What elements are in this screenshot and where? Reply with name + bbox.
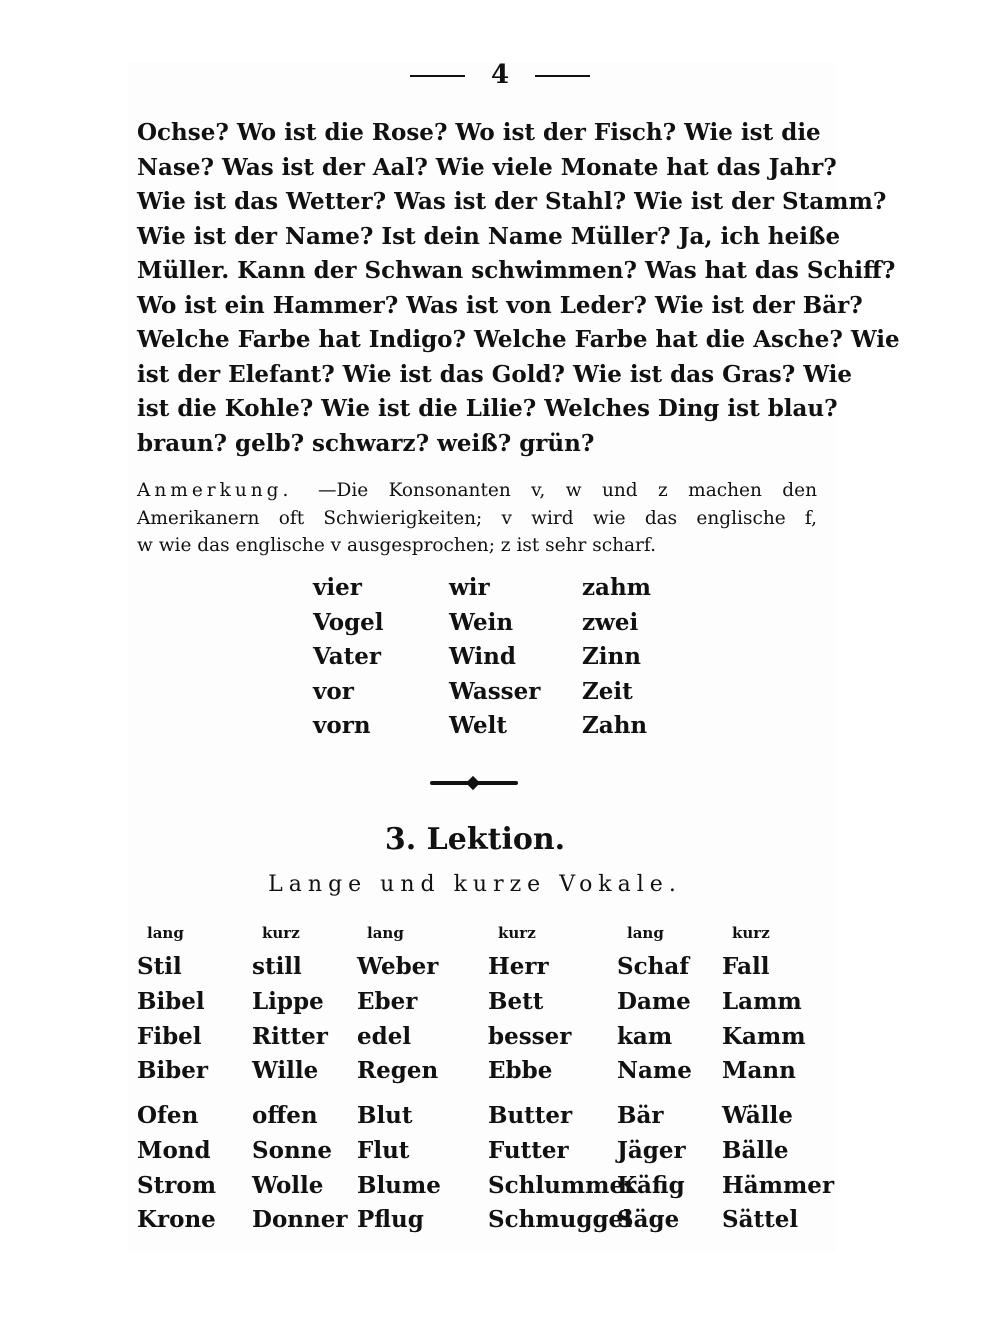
table-cell: Ebbe xyxy=(488,1057,553,1084)
table-cell: Ritter xyxy=(252,1023,328,1050)
word: zwei xyxy=(582,608,639,636)
table-cell: Hämmer xyxy=(722,1172,835,1199)
paragraph-line: Wie ist der Name? Ist dein Name Müller? Ja, ich heiße xyxy=(137,222,841,250)
word: Wasser xyxy=(449,677,541,705)
table-cell: Mann xyxy=(722,1057,796,1084)
table-cell: Ofen xyxy=(137,1102,199,1129)
table-cell: Blut xyxy=(357,1102,413,1129)
word: Vater xyxy=(313,643,382,670)
table-cell: Blume xyxy=(357,1172,441,1199)
table-cell: edel xyxy=(357,1023,412,1050)
table-cell: Schmuggel xyxy=(488,1206,632,1233)
note-line: —Die Konsonanten v, w und z machen den xyxy=(318,480,817,501)
table-cell: Schlummer xyxy=(488,1172,637,1199)
word: Welt xyxy=(449,712,507,739)
table-cell: Bibel xyxy=(137,988,205,1015)
table-cell: still xyxy=(252,953,302,980)
word: wir xyxy=(449,574,490,601)
word: Wind xyxy=(449,643,516,670)
table-cell: Schaf xyxy=(617,953,690,980)
divider xyxy=(410,75,465,77)
column-header: lang xyxy=(147,924,184,942)
table-cell: Fibel xyxy=(137,1023,202,1050)
column-header: kurz xyxy=(262,924,300,942)
column-header: kurz xyxy=(498,924,536,942)
table-cell: Bälle xyxy=(722,1137,789,1164)
table-cell: Bär xyxy=(617,1102,664,1129)
table-cell: Säge xyxy=(617,1206,680,1233)
paragraph-line: ist die Kohle? Wie ist die Lilie? Welches Ding ist blau? xyxy=(137,395,838,422)
paragraph-line: ist der Elefant? Wie ist das Gold? Wie ist das Gras? Wie xyxy=(137,360,852,388)
column-header: lang xyxy=(627,924,664,942)
table-cell: kam xyxy=(617,1023,673,1050)
table-cell: Krone xyxy=(137,1206,216,1233)
table-cell: Kamm xyxy=(722,1023,806,1050)
paragraph-line: Welche Farbe hat Indigo? Welche Farbe hat die Asche? Wie xyxy=(137,326,900,353)
table-cell: Strom xyxy=(137,1172,217,1199)
word: vor xyxy=(313,677,354,705)
table-cell: Sättel xyxy=(722,1206,799,1233)
table-cell: Name xyxy=(617,1057,692,1084)
word: Wein xyxy=(449,608,514,636)
word: zahm xyxy=(582,574,652,601)
page-number-header xyxy=(0,60,1000,90)
table-cell: Flut xyxy=(357,1137,410,1164)
table-cell: Fall xyxy=(722,953,770,980)
table-cell: Pflug xyxy=(357,1206,424,1233)
table-cell: Bett xyxy=(488,988,544,1015)
table-cell: offen xyxy=(252,1102,318,1129)
paragraph-line: Nase? Was ist der Aal? Wie viele Monate hat das Jahr? xyxy=(137,153,837,181)
lesson-number: 3. xyxy=(384,822,417,857)
table-cell: Weber xyxy=(357,953,439,980)
ornament-divider xyxy=(430,781,518,785)
table-cell: Käfig xyxy=(617,1172,685,1199)
lesson-subtitle: Lange und kurze Vokale. xyxy=(268,872,682,897)
word: vorn xyxy=(313,712,371,739)
table-cell: Wälle xyxy=(722,1102,793,1129)
table-cell: Regen xyxy=(357,1057,439,1084)
lesson-heading xyxy=(0,822,950,857)
word: vier xyxy=(313,574,362,601)
paragraph-line: Wo ist ein Hammer? Was ist von Leder? Wie ist der Bär? xyxy=(137,291,863,319)
lesson-title: Lektion. xyxy=(426,822,566,857)
table-cell: Wille xyxy=(252,1057,319,1084)
column-header: kurz xyxy=(732,924,770,942)
table-cell: Wolle xyxy=(252,1172,324,1199)
divider xyxy=(535,75,590,77)
note-label: Anmerkung. xyxy=(137,480,293,501)
paragraph-line: braun? gelb? schwarz? weiß? grün? xyxy=(137,429,595,457)
table-cell: Herr xyxy=(488,953,549,980)
page-number: 4 xyxy=(490,60,510,90)
table-cell: Lamm xyxy=(722,988,802,1015)
table-cell: Mond xyxy=(137,1137,211,1164)
table-cell: besser xyxy=(488,1023,572,1050)
table-cell: Sonne xyxy=(252,1137,333,1164)
paragraph-line: Müller. Kann der Schwan schwimmen? Was hat das Schiff? xyxy=(137,257,896,284)
table-cell: Jäger xyxy=(617,1137,686,1164)
word: Zeit xyxy=(582,677,633,705)
table-cell: Butter xyxy=(488,1102,573,1129)
table-cell: Lippe xyxy=(252,988,324,1015)
word: Vogel xyxy=(313,608,384,636)
paragraph-line: Ochse? Wo ist die Rose? Wo ist der Fisch? Wie ist die xyxy=(137,119,821,146)
table-cell: Futter xyxy=(488,1137,569,1164)
word: Zahn xyxy=(582,712,648,739)
table-cell: Stil xyxy=(137,953,182,980)
table-cell: Donner xyxy=(252,1206,348,1233)
column-header: lang xyxy=(367,924,404,942)
note-line: w wie das englische v ausgesprochen; z ist sehr scharf. xyxy=(137,535,656,556)
note-line: Amerikanern oft Schwierigkeiten; v wird wie das englische f, xyxy=(137,508,817,529)
table-cell: Eber xyxy=(357,988,418,1015)
table-cell: Dame xyxy=(617,988,691,1015)
word: Zinn xyxy=(582,643,641,670)
table-cell: Biber xyxy=(137,1057,209,1084)
paragraph-line: Wie ist das Wetter? Was ist der Stahl? Wie ist der Stamm? xyxy=(137,188,887,215)
